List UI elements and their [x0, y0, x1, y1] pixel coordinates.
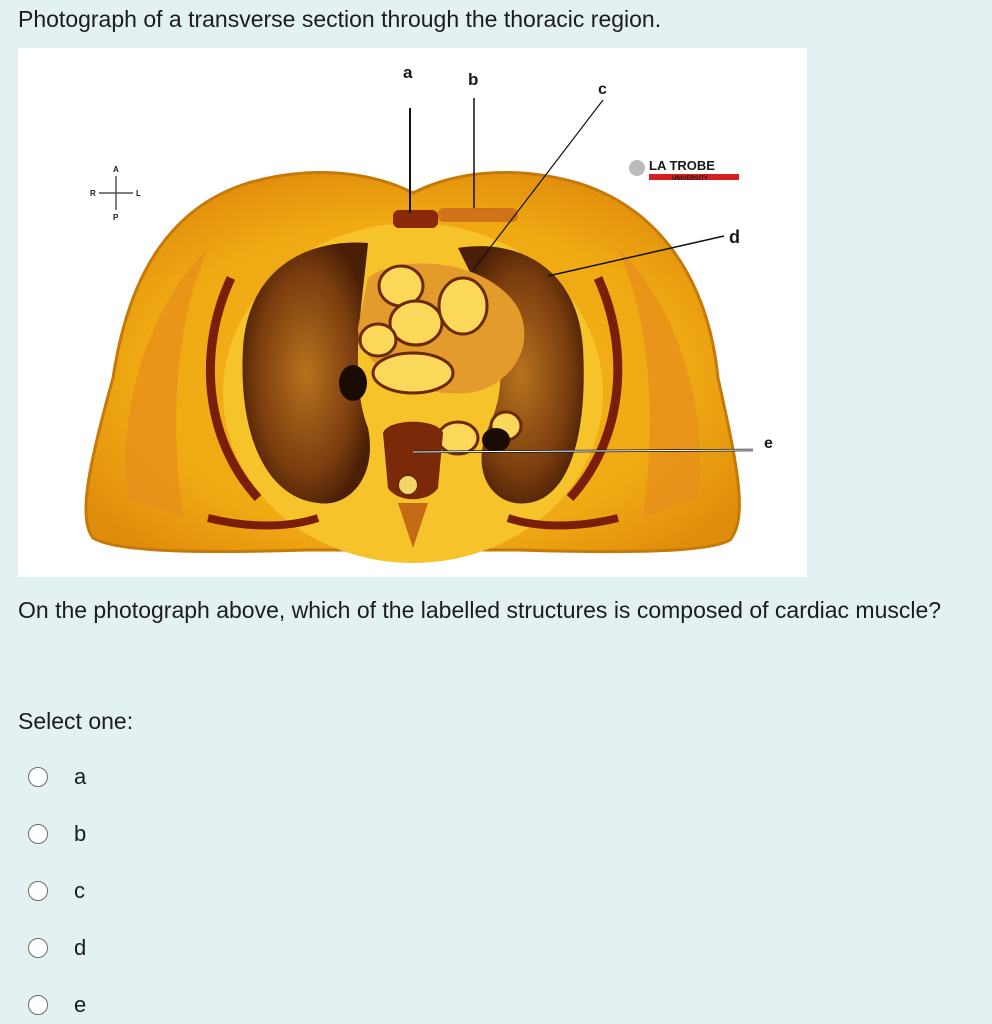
option-label: d: [74, 934, 87, 960]
option-a[interactable]: [28, 748, 86, 805]
orientation-right: R: [90, 189, 96, 198]
figure-label-b: b: [468, 70, 479, 89]
thoracic-section-photo: [18, 48, 807, 577]
option-b[interactable]: [28, 805, 86, 862]
select-one-label: Select one:: [18, 708, 134, 734]
option-c[interactable]: [28, 862, 86, 919]
question-text: On the photograph above, which of the labelled structures is composed of cardiac muscle?: [18, 597, 942, 623]
thoracic-section-figure: [18, 48, 807, 577]
figure-label-a: a: [403, 63, 413, 82]
answer-options: [28, 748, 86, 1024]
radio-button[interactable]: [28, 767, 48, 787]
radio-button[interactable]: [28, 824, 48, 844]
figure-label-c: c: [598, 81, 607, 98]
option-label: b: [74, 820, 87, 846]
radio-button[interactable]: [28, 995, 48, 1015]
sternum: [393, 210, 438, 228]
question-title: Photograph of a transverse section through the thoracic region.: [18, 6, 662, 32]
option-label: e: [74, 991, 87, 1017]
option-d[interactable]: [28, 919, 86, 976]
option-label: a: [74, 763, 87, 789]
orientation-left: L: [136, 189, 141, 198]
figure-label-e: e: [764, 435, 773, 452]
option-e[interactable]: [28, 976, 86, 1024]
option-label: c: [74, 877, 85, 903]
orientation-compass: [99, 176, 133, 210]
radio-button[interactable]: [28, 881, 48, 901]
orientation-anterior: A: [113, 165, 119, 174]
logo-line1: LA TROBE: [649, 158, 715, 173]
la-trobe-logo: [629, 158, 739, 182]
logo-line2: UNIVERSITY: [672, 176, 709, 182]
radio-button[interactable]: [28, 938, 48, 958]
orientation-posterior: P: [113, 213, 119, 222]
figure-label-d: d: [729, 227, 740, 247]
